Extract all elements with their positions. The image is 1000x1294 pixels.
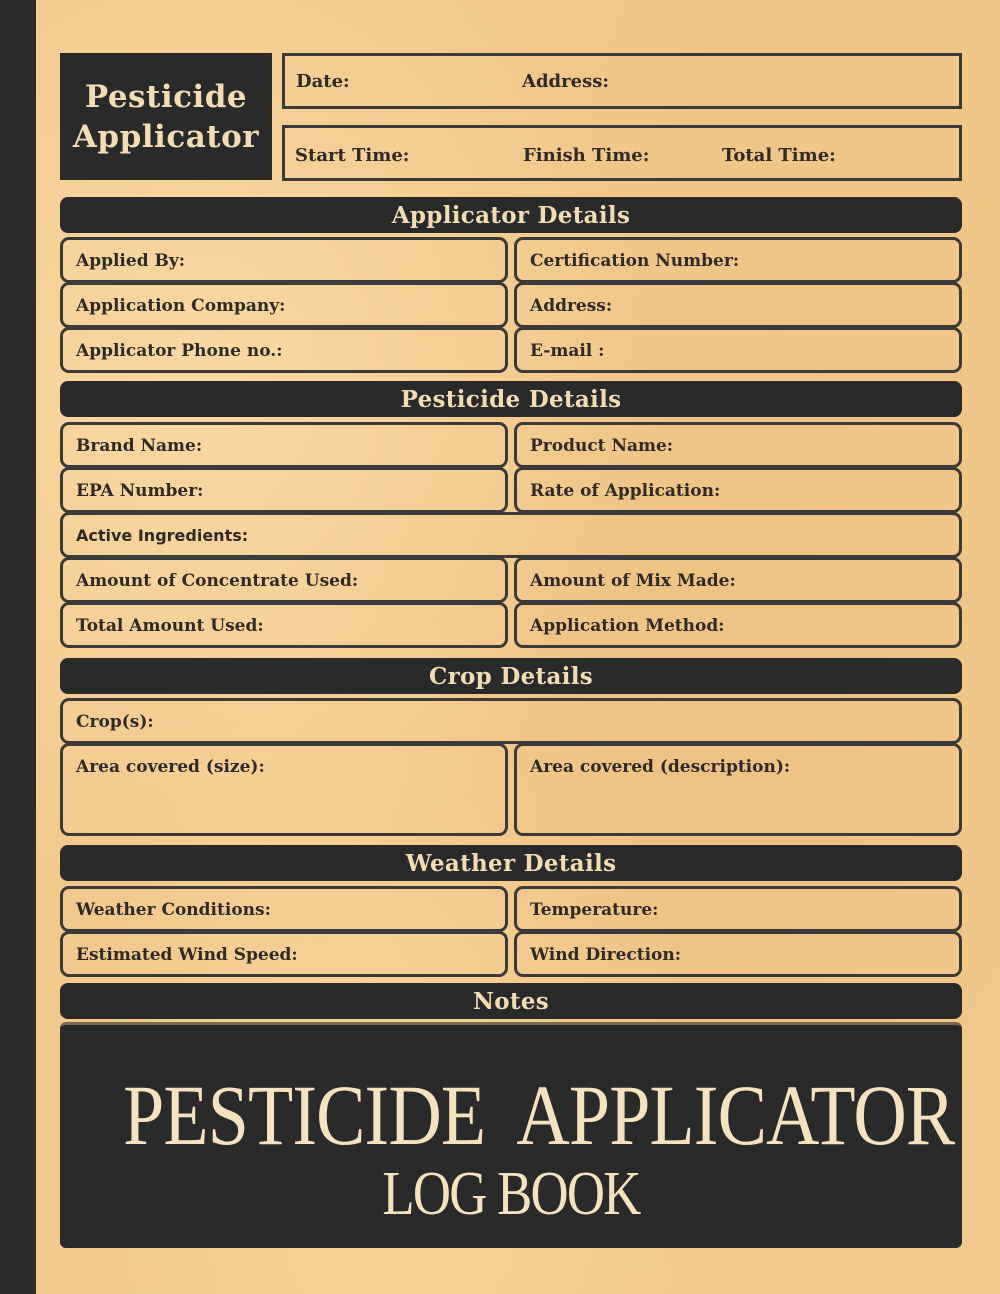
field-crops[interactable] [60,698,962,744]
total-time-label: Total Time: [722,145,836,166]
cover-title: PESTICIDE APPLICATOR [123,1067,955,1163]
section-header-weather [60,845,962,881]
date-address-row[interactable] [282,53,962,109]
field-area-description[interactable] [514,743,962,836]
field-active-ingredients[interactable] [60,512,962,558]
field-label: Brand Name: [76,436,203,456]
field-weather-conditions[interactable] [60,886,508,932]
time-row[interactable] [282,125,962,181]
field-certification-number[interactable] [514,237,962,283]
section-title: Crop Details [429,662,593,690]
field-temperature[interactable] [514,886,962,932]
field-epa-number[interactable] [60,467,508,513]
field-application-company[interactable] [60,282,508,328]
field-label: Product Name: [530,436,674,456]
section-title: Applicator Details [391,201,631,229]
field-label: Application Method: [530,616,725,636]
form-title-line2: Applicator [72,118,260,155]
form-title-box [60,53,272,180]
field-label: Weather Conditions: [76,900,271,920]
field-brand-name[interactable] [60,422,508,468]
field-applied-by[interactable] [60,237,508,283]
field-label: EPA Number: [76,481,204,501]
field-label: Certification Number: [530,251,740,271]
cover-subtitle: LOG BOOK [382,1160,640,1228]
field-label: Area covered (description): [530,757,791,777]
field-label: Application Company: [76,296,286,316]
field-label: Rate of Application: [530,481,721,501]
date-label: Date: [296,71,350,92]
cover-title-panel [60,1022,962,1248]
section-header-notes [60,983,962,1019]
section-header-applicator [60,197,962,233]
field-label: Amount of Concentrate Used: [76,571,359,591]
finish-time-label: Finish Time: [523,145,650,166]
field-label: Active Ingredients: [76,526,249,545]
section-title: Notes [472,987,550,1015]
field-applicator-address[interactable] [514,282,962,328]
field-label: Temperature: [530,900,659,920]
form-title-line1: Pesticide [84,78,248,115]
section-header-crop [60,658,962,694]
field-rate-of-application[interactable] [514,467,962,513]
field-wind-speed[interactable] [60,931,508,977]
field-wind-direction[interactable] [514,931,962,977]
book-spine [0,0,36,1294]
field-application-method[interactable] [514,602,962,648]
field-label: Applicator Phone no.: [76,341,283,361]
field-phone[interactable] [60,327,508,373]
field-label: Amount of Mix Made: [530,571,736,591]
field-label: Estimated Wind Speed: [76,945,298,965]
field-label: Address: [530,296,613,316]
section-title: Pesticide Details [400,385,622,413]
header-address-label: Address: [522,71,609,92]
field-email[interactable] [514,327,962,373]
field-area-size[interactable] [60,743,508,836]
field-total-amount[interactable] [60,602,508,648]
section-title: Weather Details [405,849,617,877]
start-time-label: Start Time: [295,145,410,166]
field-label: E-mail : [530,341,605,361]
field-label: Area covered (size): [76,757,265,777]
field-amount-mix[interactable] [514,557,962,603]
field-product-name[interactable] [514,422,962,468]
section-header-pesticide [60,381,962,417]
field-label: Applied By: [76,251,186,271]
field-label: Crop(s): [76,712,154,732]
field-label: Wind Direction: [530,945,682,965]
field-label: Total Amount Used: [76,616,264,636]
field-amount-concentrate[interactable] [60,557,508,603]
